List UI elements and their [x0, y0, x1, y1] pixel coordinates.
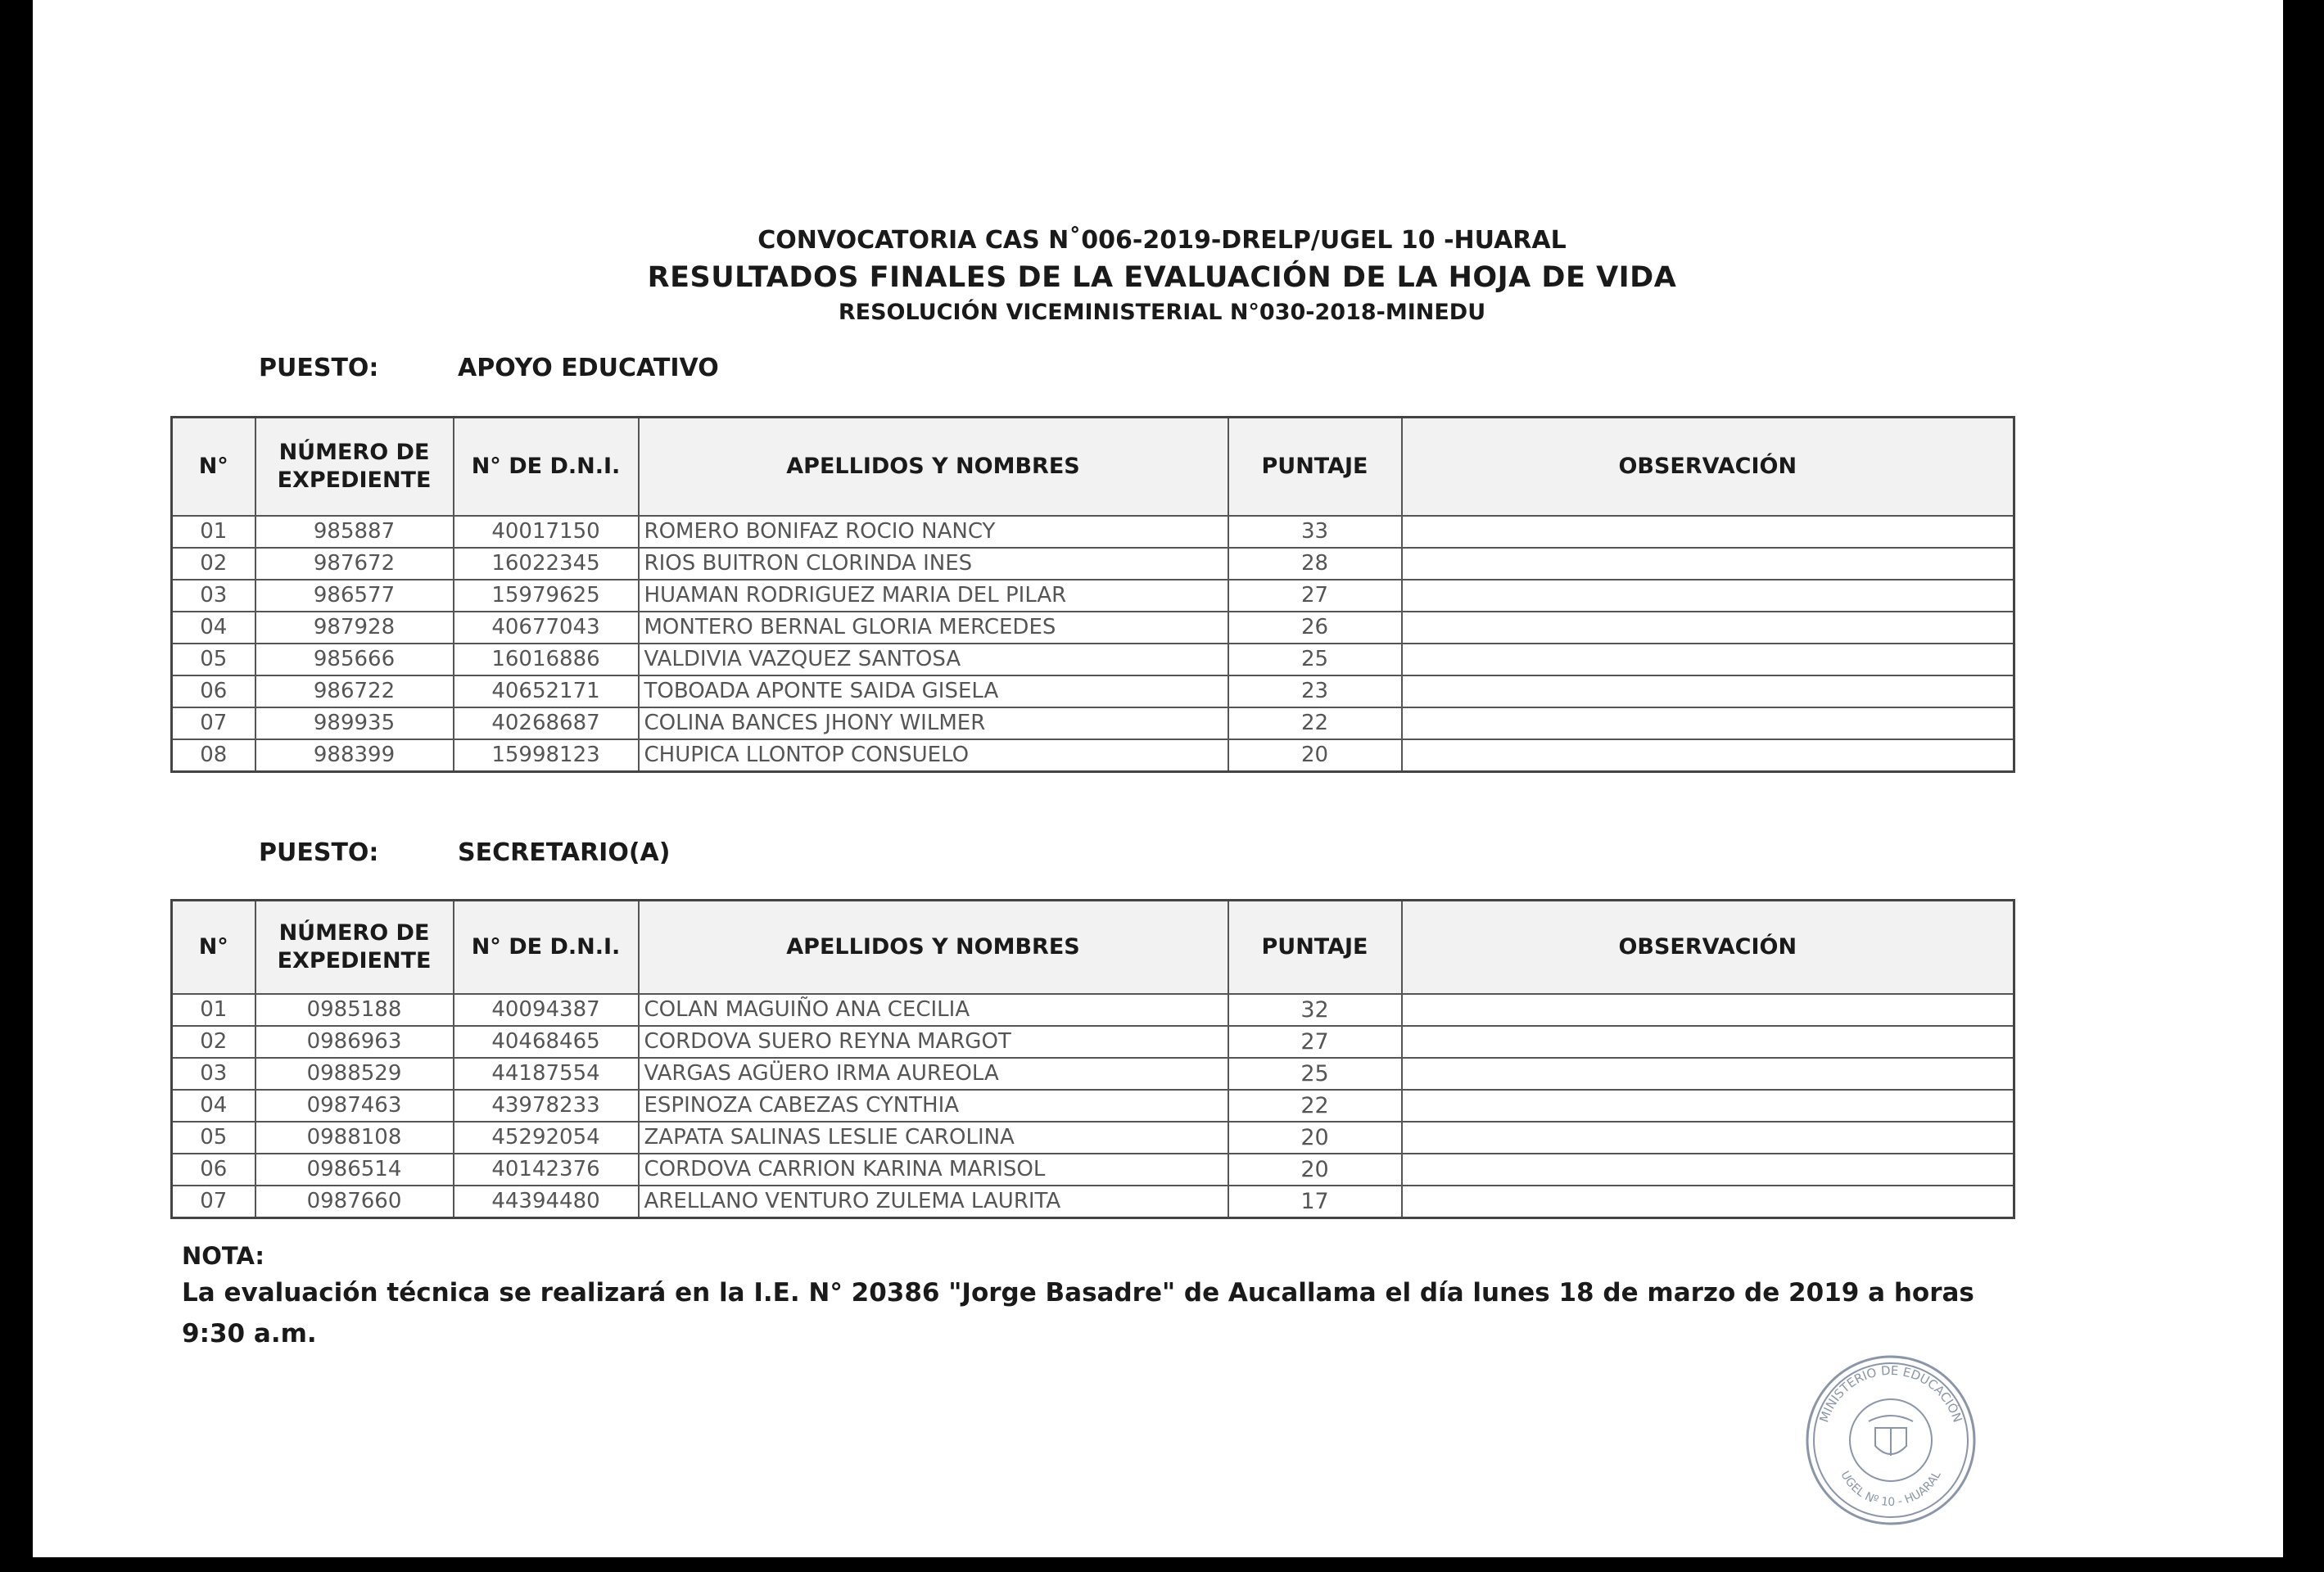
seal-emblem	[1869, 1416, 1913, 1456]
cell-dni: 40017150	[454, 516, 639, 548]
cell-nombres: CHUPICA LLONTOP CONSUELO	[639, 739, 1228, 772]
cell-expediente: 985887	[255, 516, 454, 548]
table-row	[172, 1058, 2014, 1090]
col-header-n: N°	[172, 418, 255, 516]
puesto-label: PUESTO:	[259, 354, 379, 382]
cell-n: 03	[172, 580, 255, 612]
table-row	[172, 1122, 2014, 1154]
cell-nombres: ARELLANO VENTURO ZULEMA LAURITA	[639, 1186, 1228, 1218]
col-header-puntaje: PUNTAJE	[1228, 901, 1402, 994]
cell-observacion	[1402, 580, 2014, 612]
table-row	[172, 612, 2014, 644]
cell-expediente: 0988108	[255, 1122, 454, 1154]
cell-expediente: 0986963	[255, 1026, 454, 1058]
cell-expediente: 0987463	[255, 1090, 454, 1122]
cell-puntaje: 33	[1228, 516, 1402, 548]
puesto-value: APOYO EDUCATIVO	[458, 354, 719, 382]
cell-n: 07	[172, 707, 255, 739]
cell-dni: 40094387	[454, 994, 639, 1026]
puesto-secretario	[259, 838, 670, 867]
cell-expediente: 989935	[255, 707, 454, 739]
cell-nombres: HUAMAN RODRIGUEZ MARIA DEL PILAR	[639, 580, 1228, 612]
cell-observacion	[1402, 1090, 2014, 1122]
seal-text-top: MINISTERIO DE EDUCACIÓN	[1816, 1362, 1965, 1425]
official-seal-stamp	[1803, 1353, 1978, 1528]
cell-nombres: ROMERO BONIFAZ ROCIO NANCY	[639, 516, 1228, 548]
cell-expediente: 988399	[255, 739, 454, 772]
cell-puntaje: 27	[1228, 1026, 1402, 1058]
cell-puntaje: 22	[1228, 1090, 1402, 1122]
cell-nombres: RIOS BUITRON CLORINDA INES	[639, 548, 1228, 580]
puesto-apoyo-educativo	[259, 354, 719, 382]
cell-expediente: 986577	[255, 580, 454, 612]
cell-puntaje: 23	[1228, 675, 1402, 707]
cell-nombres: ESPINOZA CABEZAS CYNTHIA	[639, 1090, 1228, 1122]
table-row	[172, 644, 2014, 675]
cell-dni: 16022345	[454, 548, 639, 580]
cell-puntaje: 27	[1228, 580, 1402, 612]
table-header-row	[172, 418, 2014, 516]
cell-observacion	[1402, 1186, 2014, 1218]
cell-nombres: VARGAS AGÜERO IRMA AUREOLA	[639, 1058, 1228, 1090]
cell-expediente: 0986514	[255, 1154, 454, 1186]
table-row	[172, 580, 2014, 612]
puesto-value: SECRETARIO(A)	[458, 838, 671, 867]
cell-n: 08	[172, 739, 255, 772]
cell-nombres: MONTERO BERNAL GLORIA MERCEDES	[639, 612, 1228, 644]
cell-dni: 40468465	[454, 1026, 639, 1058]
cell-expediente: 0987660	[255, 1186, 454, 1218]
col-header-dni: N° DE D.N.I.	[454, 418, 639, 516]
cell-dni: 40677043	[454, 612, 639, 644]
cell-observacion	[1402, 1026, 2014, 1058]
cell-observacion	[1402, 1122, 2014, 1154]
cell-n: 02	[172, 548, 255, 580]
cell-n: 07	[172, 1186, 255, 1218]
table-row	[172, 516, 2014, 548]
cell-dni: 40652171	[454, 675, 639, 707]
table-row	[172, 994, 2014, 1026]
cell-puntaje: 22	[1228, 707, 1402, 739]
results-table-apoyo-educativo	[170, 416, 2015, 773]
table-row	[172, 739, 2014, 772]
cell-n: 01	[172, 516, 255, 548]
cell-n: 02	[172, 1026, 255, 1058]
cell-puntaje: 25	[1228, 644, 1402, 675]
cell-n: 01	[172, 994, 255, 1026]
cell-n: 03	[172, 1058, 255, 1090]
col-header-expediente: NÚMERO DE EXPEDIENTE	[255, 418, 454, 516]
cell-nombres: COLINA BANCES JHONY WILMER	[639, 707, 1228, 739]
col-header-expediente: NÚMERO DE EXPEDIENTE	[255, 901, 454, 994]
cell-n: 06	[172, 1154, 255, 1186]
cell-nombres: ZAPATA SALINAS LESLIE CAROLINA	[639, 1122, 1228, 1154]
col-header-n: N°	[172, 901, 255, 994]
table-row	[172, 1026, 2014, 1058]
cell-dni: 44187554	[454, 1058, 639, 1090]
cell-puntaje: 17	[1228, 1186, 1402, 1218]
results-table-secretario	[170, 899, 2015, 1219]
cell-observacion	[1402, 516, 2014, 548]
cell-dni: 44394480	[454, 1186, 639, 1218]
table-header-row	[172, 901, 2014, 994]
cell-nombres: CORDOVA CARRION KARINA MARISOL	[639, 1154, 1228, 1186]
cell-n: 04	[172, 612, 255, 644]
cell-n: 05	[172, 1122, 255, 1154]
cell-nombres: COLAN MAGUIÑO ANA CECILIA	[639, 994, 1228, 1026]
cell-puntaje: 32	[1228, 994, 1402, 1026]
cell-observacion	[1402, 1058, 2014, 1090]
cell-puntaje: 20	[1228, 1154, 1402, 1186]
puesto-label: PUESTO:	[259, 838, 379, 867]
cell-nombres: VALDIVIA VAZQUEZ SANTOSA	[639, 644, 1228, 675]
cell-expediente: 0988529	[255, 1058, 454, 1090]
cell-observacion	[1402, 739, 2014, 772]
cell-nombres: TOBOADA APONTE SAIDA GISELA	[639, 675, 1228, 707]
cell-observacion	[1402, 994, 2014, 1026]
cell-observacion	[1402, 675, 2014, 707]
cell-puntaje: 25	[1228, 1058, 1402, 1090]
seal-text-bottom: UGEL Nº 10 - HUARAL	[1838, 1469, 1944, 1510]
cell-puntaje: 20	[1228, 1122, 1402, 1154]
col-header-observacion: OBSERVACIÓN	[1402, 901, 2014, 994]
cell-dni: 45292054	[454, 1122, 639, 1154]
cell-dni: 43978233	[454, 1090, 639, 1122]
cell-observacion	[1402, 644, 2014, 675]
nota-label: NOTA:	[182, 1242, 265, 1270]
cell-dni: 15998123	[454, 739, 639, 772]
cell-nombres: CORDOVA SUERO REYNA MARGOT	[639, 1026, 1228, 1058]
cell-expediente: 987928	[255, 612, 454, 644]
cell-observacion	[1402, 548, 2014, 580]
cell-expediente: 985666	[255, 644, 454, 675]
cell-n: 06	[172, 675, 255, 707]
nota-text: La evaluación técnica se realizará en la I.E. N° 20386 "Jorge Basadre" de Aucallama el día lunes 18 de marzo de 2019 a horas 9:30 a.m.	[182, 1278, 1974, 1348]
cell-observacion	[1402, 612, 2014, 644]
col-header-dni: N° DE D.N.I.	[454, 901, 639, 994]
cell-puntaje: 20	[1228, 739, 1402, 772]
col-header-nombres: APELLIDOS Y NOMBRES	[639, 901, 1228, 994]
cell-expediente: 986722	[255, 675, 454, 707]
col-header-nombres: APELLIDOS Y NOMBRES	[639, 418, 1228, 516]
table-row	[172, 675, 2014, 707]
table-row	[172, 548, 2014, 580]
cell-expediente: 0985188	[255, 994, 454, 1026]
cell-n: 04	[172, 1090, 255, 1122]
cell-dni: 16016886	[454, 644, 639, 675]
title-convocatoria: CONVOCATORIA CAS N˚006-2019-DRELP/UGEL 10 -HUARAL	[757, 226, 1567, 255]
cell-dni: 15979625	[454, 580, 639, 612]
cell-puntaje: 28	[1228, 548, 1402, 580]
cell-dni: 40142376	[454, 1154, 639, 1186]
cell-puntaje: 26	[1228, 612, 1402, 644]
scan-border-bottom	[0, 1557, 2324, 1572]
document-header	[0, 223, 2324, 329]
table-row	[172, 707, 2014, 739]
cell-observacion	[1402, 1154, 2014, 1186]
cell-n: 05	[172, 644, 255, 675]
table-row	[172, 1186, 2014, 1218]
table-row	[172, 1090, 2014, 1122]
table-row	[172, 1154, 2014, 1186]
cell-observacion	[1402, 707, 2014, 739]
cell-expediente: 987672	[255, 548, 454, 580]
cell-dni: 40268687	[454, 707, 639, 739]
title-resolucion: RESOLUCIÓN VICEMINISTERIAL N°030-2018-MINEDU	[838, 300, 1486, 325]
col-header-puntaje: PUNTAJE	[1228, 418, 1402, 516]
col-header-observacion: OBSERVACIÓN	[1402, 418, 2014, 516]
title-resultados: RESULTADOS FINALES DE LA EVALUACIÓN DE LA HOJA DE VIDA	[647, 261, 1677, 294]
